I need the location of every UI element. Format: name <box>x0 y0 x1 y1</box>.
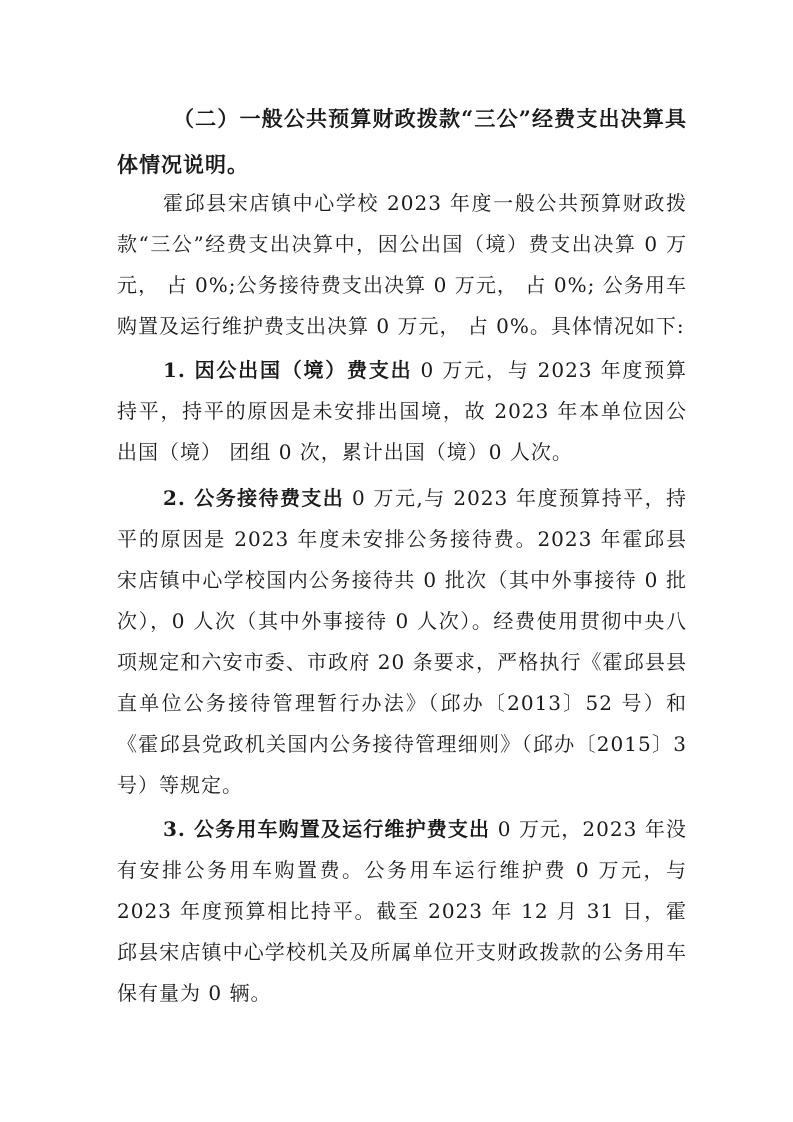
item-outbound-travel-text: 0 万元，与 2023 年度预算持平，持平的原因是未安排出国境，故 2023 年本单位因公出国（境） 团组 0 次，累计出国（境）0 人次。 <box>117 358 687 464</box>
section-heading: （二）一般公共预算财政拨款“三公”经费支出决算具体情况说明。 <box>117 106 687 177</box>
item-official-reception <box>117 478 687 806</box>
item-official-vehicles <box>117 809 687 1014</box>
item-official-reception-label: 2. 公务接待费支出 <box>163 486 345 510</box>
item-official-reception-text: 0 万元,与 2023 年度预算持平，持平的原因是 2023 年度未安排公务接待费。2023 年霍邱县宋店镇中心学校国内公务接待共 0 批次（其中外事接待 0 批次），0 人次（其中外事接待 0 人次）。经费使用贯彻中央八项规定和六安市委、市政府 20 条要求，严格执行《霍邱县县直单位公务接待管理暂行办法》（邱办〔2013〕52 号）和《霍邱县党政机关国内公务接待管理细则》（邱办〔2015〕3 号）等规定。 <box>117 486 687 797</box>
summary-paragraph: 霍邱县宋店镇中心学校 2023 年度一般公共预算财政拨款“三公”经费支出决算中，因公出国（境）费支出决算 0 万元， 占 0%;公务接待费支出决算 0 万元， 占 0%; 公务用车购置及运行维护费支出决算 0 万元， 占 0%。具体情况如下: <box>117 191 687 338</box>
item-outbound-travel <box>117 350 687 473</box>
item-outbound-travel-label: 1. 因公出国（境）费支出 <box>163 358 413 382</box>
item-official-vehicles-label: 3. 公务用车购置及运行维护费支出 <box>163 817 491 841</box>
item-official-vehicles-text: 0 万元，2023 年没有安排公务用车购置费。公务用车运行维护费 0 万元，与 2023 年度预算相比持平。截至 2023 年 12 月 31 日，霍邱县宋店镇中心学校机关及所属单位开支财政拨款的公务用车保有量为 0 辆。 <box>117 817 687 1005</box>
